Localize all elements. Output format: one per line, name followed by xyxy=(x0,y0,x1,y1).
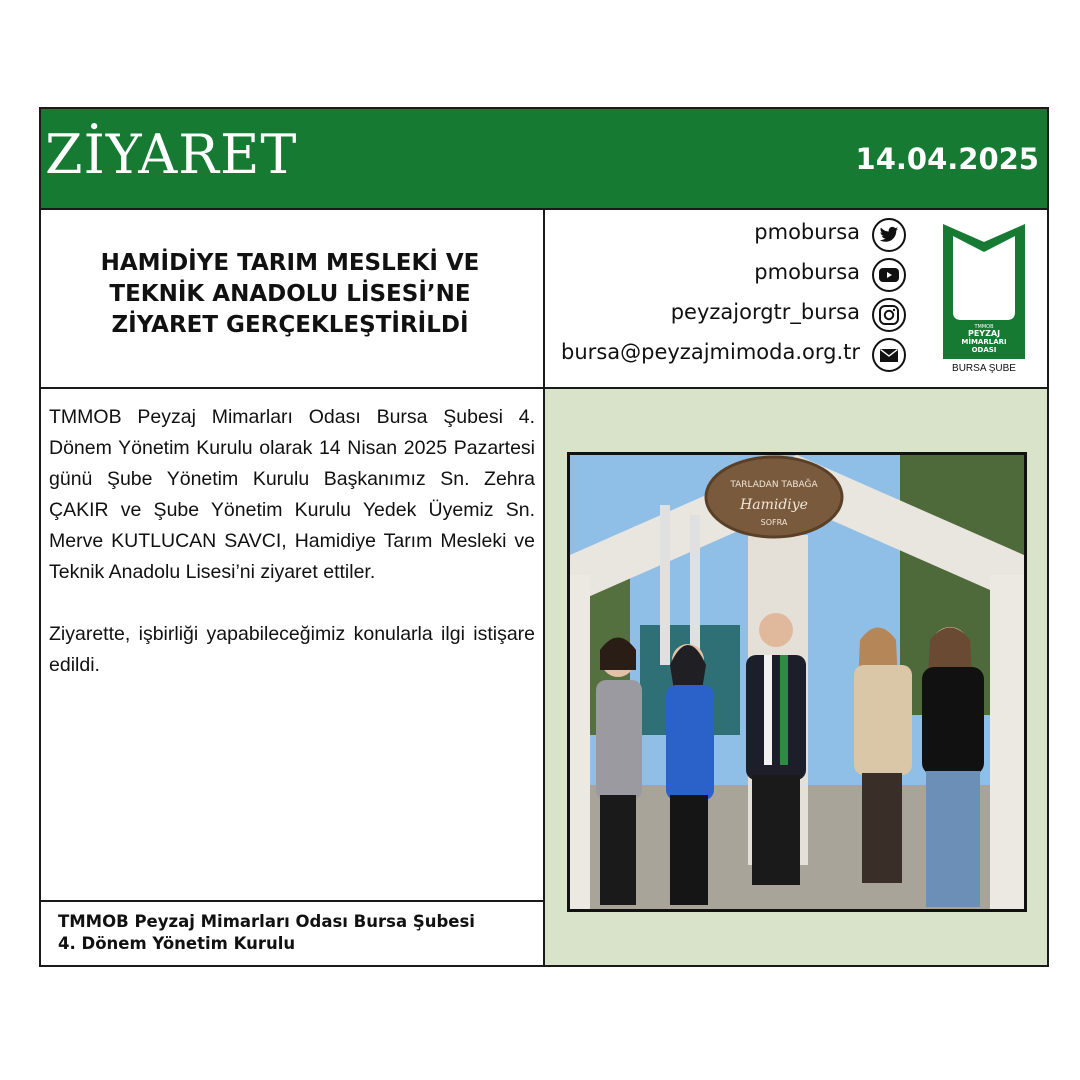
photo-sign-3: SOFRA xyxy=(760,518,788,527)
footer-signature xyxy=(58,911,475,955)
headline-line-2: TEKNİK ANADOLU LİSESİ’NE xyxy=(109,281,471,307)
headline-line-1: HAMİDİYE TARIM MESLEKİ VE xyxy=(100,250,480,276)
chamber-logo xyxy=(940,224,1028,374)
footer-line-2: 4. Dönem Yönetim Kurulu xyxy=(58,934,296,953)
contact-instagram[interactable]: peyzajorgtr_bursa xyxy=(670,300,860,324)
photo-sign-1: TARLADAN TABAĞA xyxy=(730,480,818,490)
youtube-icon[interactable] xyxy=(872,258,906,292)
date-label: 14.04.2025 xyxy=(855,142,1039,176)
logo-text-2: PEYZAJ xyxy=(967,329,1001,338)
instagram-icon[interactable] xyxy=(872,298,906,332)
contact-youtube[interactable]: pmobursa xyxy=(754,260,860,284)
photo-sign-2: Hamidiye xyxy=(740,497,808,513)
person-5 xyxy=(922,627,984,907)
contact-twitter[interactable]: pmobursa xyxy=(754,220,860,244)
headline xyxy=(60,248,520,341)
page-title: ZİYARET xyxy=(45,123,298,186)
paragraph-2: Ziyarette, işbirliği yapabileceğimiz konularla ilgi istişare edildi. xyxy=(49,623,535,676)
logo-text-4: ODASI xyxy=(971,346,997,354)
divider-footer xyxy=(39,900,544,902)
group-photo xyxy=(567,452,1027,912)
headline-line-3: ZİYARET GERÇEKLEŞTİRİLDİ xyxy=(111,312,469,338)
footer-line-1: TMMOB Peyzaj Mimarları Odası Bursa Şubesi xyxy=(58,912,475,931)
paragraph-1: TMMOB Peyzaj Mimarları Odası Bursa Şubesi 4. Dönem Yönetim Kurulu olarak 14 Nisan 2025 Pazartesi günü Şube Yönetim Kurulu Başkanımız Sn. Zehra ÇAKIR ve Şube Yönetim Kurulu Yedek Üyemiz Sn. Merve KUTLUCAN SAVCI, Hamidiye Tarım Mesleki ve Teknik Anadolu Lisesi’ni ziyaret ettiler. xyxy=(49,406,535,583)
contact-email[interactable]: bursa@peyzajmimoda.org.tr xyxy=(561,340,860,364)
logo-text-1: TMMOB xyxy=(974,324,994,330)
logo-caption: BURSA ŞUBE xyxy=(952,363,1016,374)
header-bar xyxy=(39,107,1049,210)
article-body xyxy=(49,402,535,712)
logo-text-3: MİMARLARI xyxy=(961,338,1007,346)
twitter-icon[interactable] xyxy=(872,218,906,252)
mail-icon[interactable] xyxy=(872,338,906,372)
